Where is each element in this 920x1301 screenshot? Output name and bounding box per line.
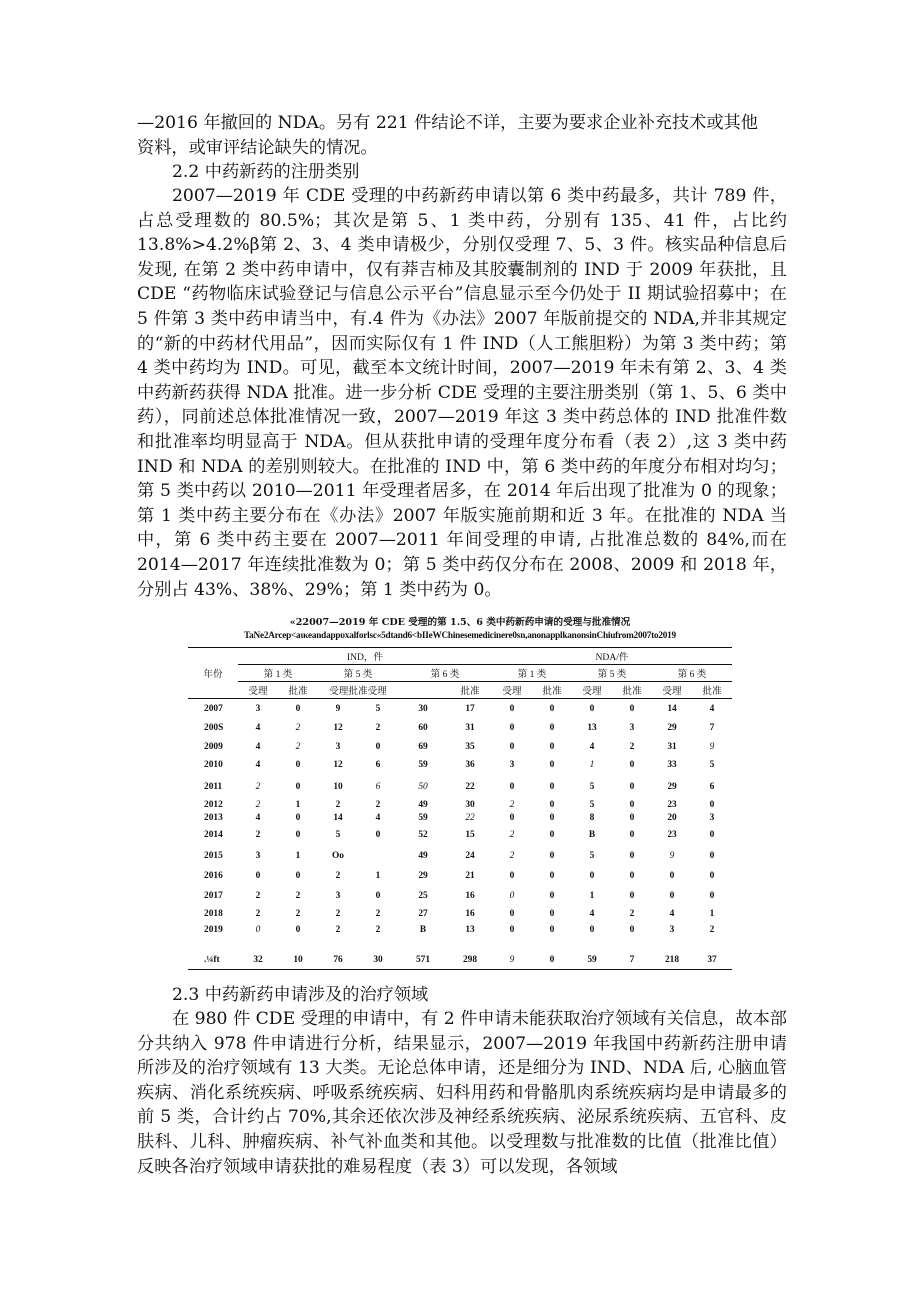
table-cell: 0 bbox=[709, 870, 715, 881]
table-cell: 31 bbox=[667, 741, 677, 752]
table-cell: 4 bbox=[255, 760, 261, 770]
table-cell: 0 bbox=[629, 760, 635, 770]
table-cell: 0 bbox=[629, 850, 635, 861]
table-cell: 0 bbox=[509, 870, 515, 881]
table-cell: 0 bbox=[549, 909, 555, 919]
table-cell: 6 bbox=[375, 781, 381, 792]
table-cell: 4 bbox=[589, 909, 595, 919]
table-cell: 31 bbox=[465, 723, 475, 733]
table-cell: 29 bbox=[667, 723, 677, 733]
table-cell: 17 bbox=[465, 703, 475, 714]
table-cell: 2 bbox=[335, 925, 341, 935]
table-cell: 20 bbox=[667, 813, 677, 823]
table-cell: 69 bbox=[418, 741, 428, 752]
table-cell: 5 bbox=[589, 781, 595, 792]
total-row bbox=[188, 952, 732, 970]
row-year-cell: 2019 bbox=[204, 925, 223, 935]
table-cell: 3 bbox=[629, 723, 635, 733]
table-cell: 2 bbox=[295, 890, 301, 901]
table-cell: 6 bbox=[709, 781, 715, 792]
table-cell: 23 bbox=[667, 830, 677, 840]
table-cell: 5 bbox=[335, 830, 341, 840]
table-cell: 0 bbox=[375, 890, 381, 901]
table-cell: 0 bbox=[295, 870, 301, 881]
table-cell: 2 bbox=[255, 890, 261, 901]
table-cell: 0 bbox=[509, 890, 515, 901]
table-cell: 1 bbox=[589, 890, 595, 901]
table-row bbox=[188, 923, 732, 938]
table-cell: 3 bbox=[669, 925, 675, 935]
table-cell: 10 bbox=[333, 781, 343, 792]
table-cell: 0 bbox=[509, 723, 515, 733]
table-cell: 0 bbox=[295, 830, 301, 840]
table-cell: 33 bbox=[667, 760, 677, 770]
section-2-2-body bbox=[137, 184, 787, 602]
table-title-en: TaNe2Arcep<aικeandappυxalforlsc«5dtand6<bIIeWChinesemedicinere0sn,anonapplkanonsinChiufrom2007to2019 bbox=[244, 630, 676, 640]
table-cell: 15 bbox=[465, 830, 475, 840]
table-cell: 60 bbox=[418, 723, 428, 733]
table-cell: 49 bbox=[418, 850, 428, 861]
section-2-3-body bbox=[137, 1007, 787, 1179]
table-cell: 3 bbox=[255, 850, 261, 861]
row-year-cell: 2014 bbox=[204, 830, 223, 840]
table-cell: 21 bbox=[465, 870, 475, 881]
table-cell: 5 bbox=[375, 703, 381, 714]
table-cell: 49 bbox=[418, 800, 428, 810]
table-cell: 0 bbox=[589, 925, 595, 935]
table-cell: 2 bbox=[335, 870, 341, 881]
total-cell: 7 bbox=[629, 955, 635, 966]
table-cell: 1 bbox=[589, 760, 595, 770]
table-cell: 2 bbox=[255, 800, 261, 810]
table-cell: 4 bbox=[255, 723, 261, 733]
table-cell: 59 bbox=[418, 813, 428, 823]
row-year-cell: 2018 bbox=[204, 909, 223, 919]
table-row bbox=[188, 906, 732, 923]
sub-approve: 批准 bbox=[288, 686, 308, 697]
table-cell: 2 bbox=[629, 909, 635, 919]
table-cell: 2 bbox=[629, 741, 635, 752]
table-cell: 8 bbox=[589, 813, 595, 823]
table-cell: 2 bbox=[255, 909, 261, 919]
table-cell: 2 bbox=[295, 741, 301, 752]
total-cell: 59 bbox=[587, 955, 597, 966]
table-cell: 0 bbox=[295, 925, 301, 935]
table-cell: 0 bbox=[669, 870, 675, 881]
row-year-cell: 2007 bbox=[204, 703, 223, 714]
table-cell: 0 bbox=[295, 813, 301, 823]
table-cell: 2 bbox=[255, 781, 261, 792]
table-cell: 0 bbox=[629, 703, 635, 714]
table-cell: 1 bbox=[295, 800, 301, 810]
table-cell: 2 bbox=[509, 850, 515, 861]
sub-accept: 受理 bbox=[582, 686, 602, 697]
table-cell: 2 bbox=[375, 925, 381, 935]
header-ind: IND，件 bbox=[238, 648, 492, 665]
header-ind-cat1: 第 1 类 bbox=[238, 665, 318, 682]
table-cell: 2 bbox=[375, 909, 381, 919]
table-cell: 0 bbox=[709, 890, 715, 901]
row-year-cell: 2010 bbox=[204, 760, 223, 770]
table-cell: 29 bbox=[667, 781, 677, 792]
table-cell: 0 bbox=[709, 850, 715, 861]
table-row bbox=[188, 825, 732, 846]
table-cell: 0 bbox=[509, 781, 515, 792]
row-year-cell: 2009 bbox=[204, 741, 223, 752]
sub-accept: 受理 bbox=[502, 686, 522, 697]
table-cell: 5 bbox=[709, 760, 715, 770]
total-cell: 571 bbox=[415, 955, 431, 966]
total-cell: 37 bbox=[707, 955, 717, 966]
table-cell: 0 bbox=[549, 723, 555, 733]
table-row bbox=[188, 719, 732, 738]
table-row bbox=[188, 699, 732, 719]
table-cell: 0 bbox=[549, 850, 555, 861]
table-cell: 22 bbox=[465, 781, 475, 792]
table-cell: 2 bbox=[255, 830, 261, 840]
sub-approve: 批准 bbox=[702, 686, 722, 697]
table-cell: 16 bbox=[465, 909, 475, 919]
header-year: 年份 bbox=[203, 669, 223, 680]
data-table bbox=[188, 647, 732, 970]
table-cell: 2 bbox=[509, 800, 515, 810]
table-cell: 4 bbox=[589, 741, 595, 752]
top-line-2: 资料，或审评结论缺失的情况。 bbox=[137, 137, 378, 158]
table-row bbox=[188, 886, 732, 906]
table-cell bbox=[358, 846, 398, 866]
header-ind-cat5: 第 5 类 bbox=[318, 665, 398, 682]
table-cell: 13 bbox=[465, 925, 475, 935]
table-cell: 2 bbox=[375, 800, 381, 810]
total-cell: 218 bbox=[664, 955, 680, 966]
table-row bbox=[188, 775, 732, 799]
table-cell: 4 bbox=[255, 813, 261, 823]
table-cell: 36 bbox=[465, 760, 475, 770]
table-cell: B bbox=[588, 830, 596, 840]
row-year-cell: 2011 bbox=[204, 781, 223, 792]
table-cell: 5 bbox=[589, 850, 595, 861]
table-cell: 0 bbox=[629, 925, 635, 935]
row-year-cell: 2013 bbox=[204, 813, 223, 823]
table-cell: 2 bbox=[295, 723, 301, 733]
table-cell: 0 bbox=[629, 830, 635, 840]
total-cell: 10 bbox=[293, 955, 303, 966]
table-cell: 9 bbox=[709, 741, 715, 752]
table-row bbox=[188, 738, 732, 756]
table-cell: 0 bbox=[709, 830, 715, 840]
table-cell: 0 bbox=[549, 800, 555, 810]
table-cell: 30 bbox=[465, 800, 475, 810]
table-cell: 50 bbox=[418, 781, 428, 792]
table-cell: 0 bbox=[589, 703, 595, 714]
table-cell: 30 bbox=[418, 703, 428, 714]
table-cell: 0 bbox=[375, 830, 381, 840]
section-2-2-heading: 2.2 中药新药的注册类别 bbox=[172, 162, 360, 182]
table-cell: 35 bbox=[465, 741, 475, 752]
table-cell: 2 bbox=[335, 909, 341, 919]
table-cell: 0 bbox=[509, 925, 515, 935]
table-cell: 0 bbox=[629, 870, 635, 881]
table-spacer bbox=[188, 938, 732, 952]
table-cell: 9 bbox=[669, 850, 675, 861]
table-cell: 0 bbox=[629, 781, 635, 792]
table-cell: 24 bbox=[465, 850, 475, 861]
table-body bbox=[188, 699, 732, 952]
table-cell: 4 bbox=[255, 741, 261, 752]
table-cell: 14 bbox=[667, 703, 677, 714]
table-cell: 1 bbox=[375, 870, 381, 881]
table-cell: 7 bbox=[709, 723, 715, 733]
header-ind-cat6: 第 6 类 bbox=[398, 665, 492, 682]
row-year-cell: 2015 bbox=[204, 850, 223, 861]
top-line-1: —2016 年撤回的 NDA。另有 221 件结论不详，主要为要求企业补充技术或其他 bbox=[137, 113, 758, 133]
table-cell: 59 bbox=[418, 760, 428, 770]
table-cell: 6 bbox=[375, 760, 381, 770]
table-cell: 0 bbox=[629, 813, 635, 823]
table-cell: 12 bbox=[333, 760, 343, 770]
table-row bbox=[188, 756, 732, 775]
table-cell: 52 bbox=[418, 830, 428, 840]
table-cell: 0 bbox=[549, 925, 555, 935]
table-cell: 3 bbox=[709, 813, 715, 823]
table-cell: 12 bbox=[333, 723, 343, 733]
sub-approve: 批准 bbox=[542, 686, 562, 697]
table-cell: 0 bbox=[295, 703, 301, 714]
table-cell: 0 bbox=[709, 800, 715, 810]
table-cell: B bbox=[419, 925, 427, 935]
table-cell: 0 bbox=[629, 890, 635, 901]
sub-ind5: 受理批准受理 bbox=[329, 686, 387, 697]
total-cell: 9 bbox=[509, 955, 515, 966]
table-cell: 0 bbox=[549, 890, 555, 901]
table-cell: 0 bbox=[255, 870, 261, 881]
total-cell: 32 bbox=[253, 955, 263, 966]
table-cell: 0 bbox=[549, 703, 555, 714]
table-cell: 29 bbox=[418, 870, 428, 881]
total-cell: 298 bbox=[462, 955, 478, 966]
table-cell: 0 bbox=[549, 870, 555, 881]
sub-approve: 批准 bbox=[460, 686, 480, 697]
total-cell: 30 bbox=[373, 955, 383, 966]
table-cell: 0 bbox=[509, 909, 515, 919]
sub-accept: 受理 bbox=[248, 686, 268, 697]
section-2-3-text: 在 980 件 CDE 受理的申请中，有 2 件申请未能获取治疗领域有关信息，故本部分共纳入 978 件申请进行分析，结果显示，2007—2019 年我国中药新药注册申请所涉及的治疗领域有 13 大类。无论总体申请，还是细分为 IND、NDA 后, 心脑血管疾病、消化系统疾病、呼吸系统疾病、妇科用药和骨骼肌肉系统疾病均是申请最多的前 5 类，合计约占 70%,其余还依次涉及神经系统疾病、泌尿系统疾病、五官科、皮肤科、儿科、肿瘤疾病、补气补血类和其他。以受理数与批准数的比值（批准比值）反映各治疗领域申请获批的难易程度（表 3）可以发现，各领域 bbox=[137, 1009, 787, 1177]
table-row bbox=[188, 799, 732, 812]
table-cell: 0 bbox=[509, 813, 515, 823]
table-cell: 14 bbox=[333, 813, 343, 823]
table-cell: 27 bbox=[418, 909, 428, 919]
section-2-3-heading: 2.3 中药新药申请涉及的治疗领域 bbox=[172, 985, 429, 1005]
table-cell: 0 bbox=[295, 781, 301, 792]
table-cell: 4 bbox=[375, 813, 381, 823]
table-cell: 0 bbox=[509, 703, 515, 714]
table-cell: 9 bbox=[335, 703, 341, 714]
table-cell: 2 bbox=[509, 830, 515, 840]
header-nda-cat1: 第 1 类 bbox=[492, 665, 572, 682]
table-cell: 3 bbox=[335, 890, 341, 901]
table-cell: 0 bbox=[509, 741, 515, 752]
table-cell: 0 bbox=[549, 781, 555, 792]
table-title-zh: «22007—2019 年 CDE 受理的第 1.5、6 类中药新药申请的受理与批准情况 bbox=[289, 617, 631, 628]
header-nda-cat5: 第 5 类 bbox=[572, 665, 652, 682]
table-row bbox=[188, 812, 732, 825]
table-cell: 0 bbox=[375, 741, 381, 752]
table-cell: 2 bbox=[375, 723, 381, 733]
table-cell: 4 bbox=[669, 909, 675, 919]
table-cell: 0 bbox=[549, 760, 555, 770]
table-cell: 3 bbox=[335, 741, 341, 752]
sub-approve: 批准 bbox=[622, 686, 642, 697]
table-cell: 0 bbox=[669, 890, 675, 901]
table-cell: 5 bbox=[589, 800, 595, 810]
row-year-cell: 2012 bbox=[204, 800, 223, 810]
table-cell: 0 bbox=[255, 925, 261, 935]
table-cell: 23 bbox=[667, 800, 677, 810]
table-cell: 0 bbox=[549, 813, 555, 823]
section-2-2-text: 2007—2019 年 CDE 受理的中药新药申请以第 6 类中药最多，共计 789 件，占总受理数的 80.5%；其次是第 5、1 类中药，分别有 135、41 件，占比约 13.8%>4.2%β第 2、3、4 类申请极少，分别仅受理 7、5、3 件。核实品种信息后发现, 在第 2 类中药申请中，仅有莽吉柿及其胶囊制剂的 IND 于 2009 年获批，且 CDE “药物临床试验登记与信息公示平台”信息显示至今仍处于 II 期试验招募中；在 5 件第 3 类中药申请当中，有.4 件为《办法》2007 年版前提交的 NDA,并非其规定的“新的中药材代用品”，因而实际仅有 1 件 IND（人工熊胆粉）为第 3 类中药；第 4 类中药均为 IND。可见，截至本文统计时间，2007—2019 年未有第 2、3、4 类中药新药获得 NDA 批准。进一步分析 CDE 受理的主要注册类别（第 1、5、6 类中药），同前述总体批准情况一致，2007—2019 年这 3 类中药总体的 IND 批准件数和批准率均明显高于 NDA。但从获批申请的受理年度分布看（表 2）,这 3 类中药 IND 和 NDA 的差别则较大。在批准的 IND 中，第 6 类中药的年度分布相对均匀；第 5 类中药以 2010—2011 年受理者居多，在 2014 年后出现了批准为 0 的现象；第 1 类中药主要分布在《办法》2007 年版实施前期和近 3 年。在批准的 NDA 当中，第 6 类中药主要在 2007—2011 年间受理的申请, 占批准总数的 84%,而在 2014—2017 年连续批准数为 0；第 5 类中药仅分布在 2008、2009 和 2018 年，分别占 43%、38%、29%；第 1 类中药为 0。 bbox=[137, 186, 787, 600]
table-cell: 16 bbox=[465, 890, 475, 901]
table-cell: 0 bbox=[549, 830, 555, 840]
table-row bbox=[188, 866, 732, 886]
table-cell: 22 bbox=[465, 813, 475, 823]
table-cell: 0 bbox=[295, 760, 301, 770]
sub-accept: 受理 bbox=[662, 686, 682, 697]
table-cell: 0 bbox=[549, 741, 555, 752]
table-cell: 1 bbox=[295, 850, 301, 861]
total-cell: 0 bbox=[549, 955, 555, 966]
table-cell: 2 bbox=[295, 909, 301, 919]
table-cell: 13 bbox=[587, 723, 597, 733]
header-nda-cat6: 第 6 类 bbox=[652, 665, 732, 682]
row-year-cell: 2017 bbox=[204, 890, 223, 901]
total-cell: 76 bbox=[333, 955, 343, 966]
row-year-cell: 200S bbox=[204, 723, 224, 733]
table-cell: 0 bbox=[589, 870, 595, 881]
total-label-cell: .¼ft bbox=[204, 955, 220, 966]
table-cell: Oo bbox=[332, 850, 344, 861]
table-cell: 2 bbox=[709, 925, 715, 935]
table-cell: 25 bbox=[418, 890, 428, 901]
table-cell: 3 bbox=[509, 760, 515, 770]
table-cell: 1 bbox=[709, 909, 715, 919]
table-cell: 2 bbox=[335, 800, 341, 810]
table-cell: 4 bbox=[709, 703, 715, 714]
table-cell: 0 bbox=[629, 800, 635, 810]
table-cell: 3 bbox=[255, 703, 261, 714]
table-row bbox=[188, 846, 732, 866]
top-paragraph bbox=[137, 111, 787, 160]
header-nda: NDA/件 bbox=[492, 648, 732, 665]
row-year-cell: 2016 bbox=[204, 870, 223, 881]
